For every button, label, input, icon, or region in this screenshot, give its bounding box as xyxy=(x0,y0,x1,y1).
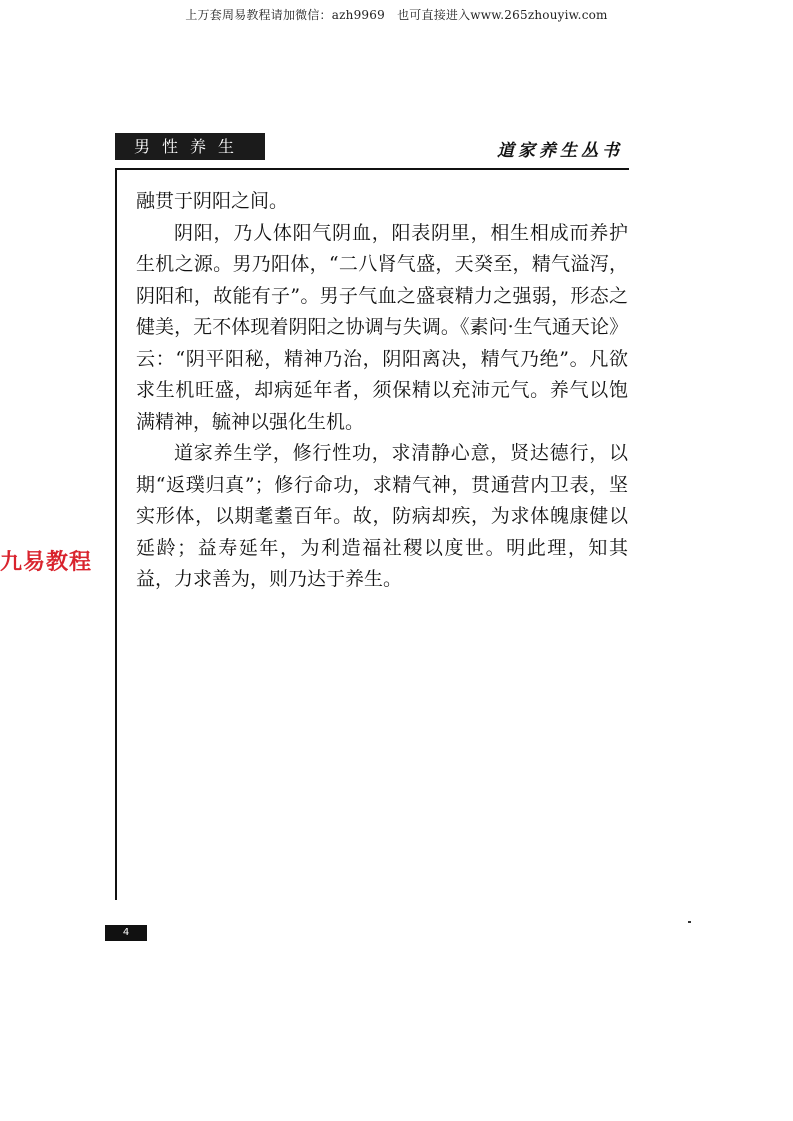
left-margin-rule xyxy=(115,170,117,900)
book-title-tab: 男性养生 xyxy=(115,133,265,160)
page-number: 4 xyxy=(105,925,147,941)
paragraph-yinyang: 阴阳，乃人体阳气阴血，阳表阴里，相生相成而养护生机之源。男乃阳体，“二八肾气盛，天癸至，精气溢泻，阴阳和，故能有子”。男子气血之盛衰精力之强弱，形态之健美，无不体现着阴阳之协调与失调。《素问·生气通天论》云：“阴平阳秘，精神乃治，阴阳离决，精气乃绝”。凡欲求生机旺盛，却病延年者，须保精以充沛元气。养气以饱满精神，毓神以强化生机。 xyxy=(136,221,628,433)
header-rule xyxy=(115,168,629,170)
scan-speck xyxy=(688,921,691,923)
top-watermark-text: 上万套周易教程请加微信：azh9969 也可直接进入www.265zhouyiw.com xyxy=(185,8,608,22)
body-text xyxy=(136,186,628,596)
side-watermark-text: 九易教程 xyxy=(0,550,93,575)
paragraph-continuation: 融贯于阴阳之间。 xyxy=(136,190,289,212)
series-title: 道家养生丛书 xyxy=(497,141,623,161)
paragraph-daoist-health: 道家养生学，修行性功，求清静心意，贤达德行，以期“返璞归真”；修行命功，求精气神，贯通营内卫表，坚实形体，以期耄耋百年。故，防病却疾，为求体魄康健以延龄；益寿延年，为利造福社稷以度世。明此理，知其益，力求善为，则乃达于养生。 xyxy=(136,442,628,590)
